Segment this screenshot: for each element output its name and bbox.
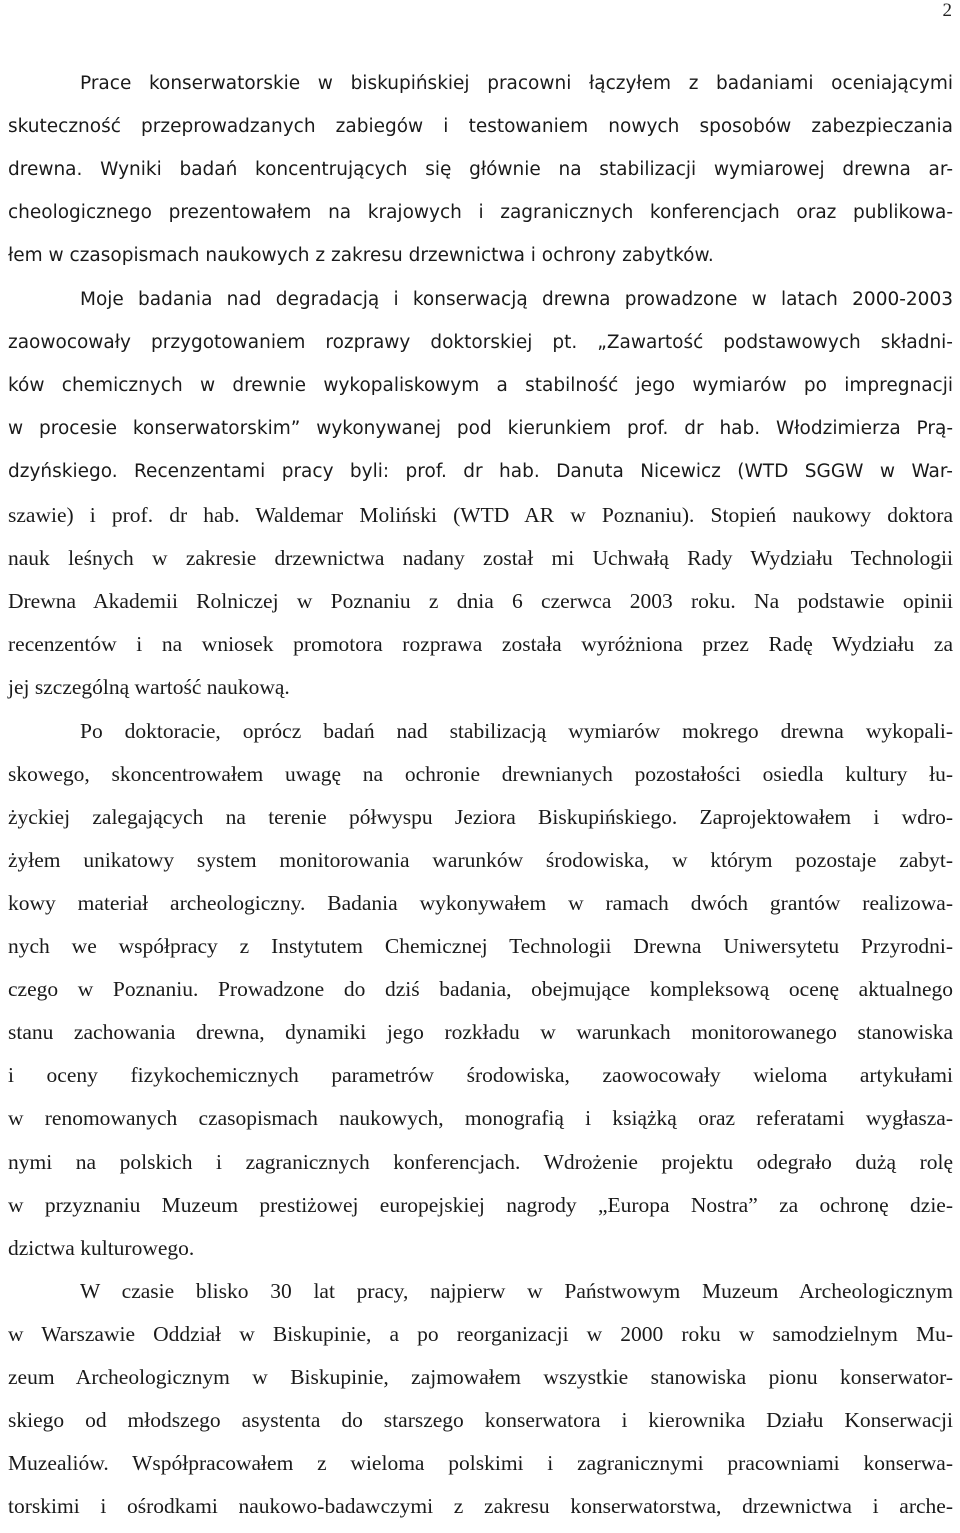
text-line: żyłem unikatowy system monitorowania warunków środowiska, w którym pozostaje zabyt- — [8, 847, 953, 872]
text-line: cheologicznego prezentowałem na krajowych i zagranicznych konferencjach oraz publikowa- — [8, 202, 953, 224]
text-line: W czasie blisko 30 lat pracy, najpierw w Państwowym Muzeum Archeologicznym — [80, 1278, 953, 1303]
text-line: nymi na polskich i zagranicznych konferencjach. Wdrożenie projektu odegrało dużą rolę — [8, 1149, 953, 1174]
text-line: skuteczność przeprowadzanych zabiegów i testowaniem nowych sposobów zabezpieczania — [8, 116, 953, 138]
text-line: stanu zachowania drewna, dynamiki jego rozkładu w warunkach monitorowanego stanowiska — [8, 1020, 953, 1045]
text-line: czego w Poznaniu. Prowadzone do dziś badania, obejmujące kompleksową ocenę aktualnego — [8, 977, 953, 1002]
text-line: w Warszawie Oddział w Biskupinie, a po reorganizacji w 2000 roku w samodzielnym Mu- — [8, 1321, 953, 1346]
text-line: zeum Archeologicznym w Biskupinie, zajmowałem wszystkie stanowiska pionu konserwator- — [8, 1365, 953, 1389]
text-line: Moje badania nad degradacją i konserwacją drewna prowadzone w latach 2000-2003 — [80, 288, 953, 310]
text-line: łem w czasopismach naukowych z zakresu drzewnictwa i ochrony zabytków. — [8, 245, 714, 267]
text-line: ków chemicznych w drewnie wykopaliskowym a stabilność jego wymiarów po impregnacji — [8, 374, 953, 396]
text-line: torskimi i ośrodkami naukowo-badawczymi z zakresu konserwatorstwa, drzewnictwa i arche- — [8, 1494, 953, 1519]
text-line: i oceny fizykochemicznych parametrów środowiska, zaowocowały wieloma artykułami — [8, 1063, 953, 1088]
text-line: skowego, skoncentrowałem uwagę na ochronie drewnianych pozostałości osiedla kultury łu- — [8, 761, 953, 786]
text-line: Po doktoracie, oprócz badań nad stabilizacją wymiarów mokrego drewna wykopali- — [80, 718, 953, 743]
text-line: w procesie konserwatorskim” wykonywanej pod kierunkiem prof. dr hab. Włodzimierza Prą- — [8, 417, 953, 439]
text-line: w przyznaniu Muzeum prestiżowej europejskiej nagrody „Europa Nostra” za ochronę dzie- — [8, 1192, 953, 1217]
text-line: skiego od młodszego asystenta do starszego konserwatora i kierownika Działu Konserwacji — [8, 1408, 953, 1433]
text-line: Muzealiów. Współpracowałem z wieloma polskimi i zagranicznymi pracowniami konserwa- — [8, 1451, 953, 1476]
text-line: nych we współpracy z Instytutem Chemicznej Technologii Drewna Uniwersytetu Przyrodni- — [8, 934, 953, 958]
text-line: drewna. Wyniki badań koncentrujących się głównie na stabilizacji wymiarowej drewna ar- — [8, 159, 953, 181]
text-line: Drewna Akademii Rolniczej w Poznaniu z dnia 6 czerwca 2003 roku. Na podstawie opinii — [8, 589, 953, 614]
text-line: w renomowanych czasopismach naukowych, monografią i książką oraz referatami wygłasza- — [8, 1106, 953, 1131]
text-line: nauk leśnych w zakresie drzewnictwa nadany został mi Uchwałą Rady Wydziału Technologii — [8, 546, 953, 571]
text-line: życkiej zalegających na terenie półwyspu Jeziora Biskupińskiego. Zaprojektowałem i wdro- — [8, 804, 953, 829]
text-line: zaowocowały przygotowaniem rozprawy doktorskiej pt. „Zawartość podstawowych składni- — [8, 331, 953, 353]
text-line: dzyńskiego. Recenzentami pracy byli: prof. dr hab. Danuta Nicewicz (WTD SGGW w War- — [8, 460, 953, 482]
text-line: kowy materiał archeologiczny. Badania wykonywałem w ramach dwóch grantów realizowa- — [8, 890, 953, 915]
text-line: Prace konserwatorskie w biskupińskiej pracowni łączyłem z badaniami oceniającymi — [80, 73, 953, 94]
text-line: jej szczególną wartość naukową. — [8, 675, 290, 700]
text-line: dzictwa kulturowego. — [8, 1235, 195, 1260]
text-line: szawie) i prof. dr hab. Waldemar Moliński (WTD AR w Poznaniu). Stopień naukowy doktora — [8, 503, 953, 527]
page-number: 2 — [942, 0, 952, 21]
text-line: recenzentów i na wniosek promotora rozprawa została wyróżniona przez Radę Wydziału za — [8, 632, 953, 657]
